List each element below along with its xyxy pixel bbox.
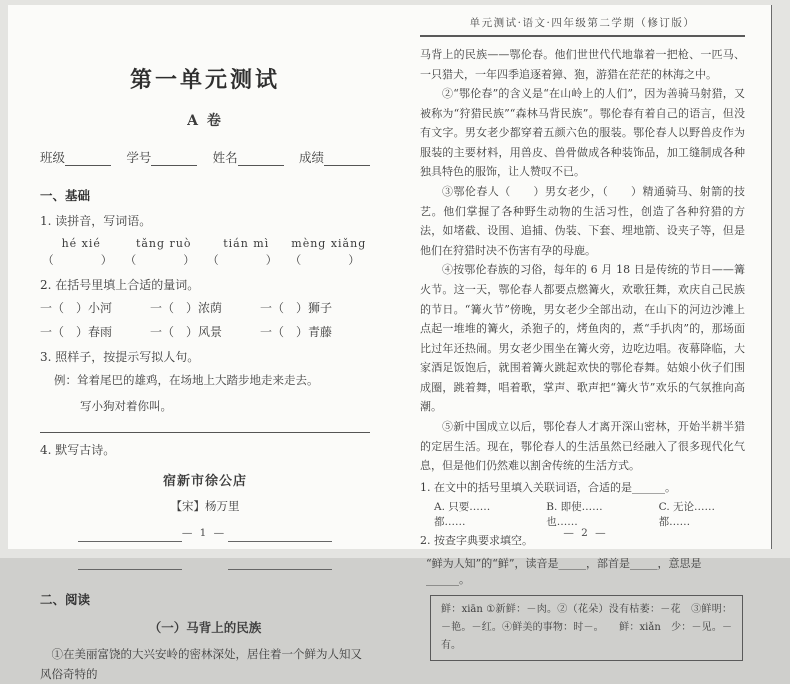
section-reading-heading: 二、阅读 — [40, 593, 91, 608]
option-a: A. 只要……都…… — [434, 501, 491, 529]
quantifier-item: 一（ ）青藤 — [260, 325, 333, 339]
score-label: 成绩 — [298, 150, 324, 165]
question-3-prompt: 写小狗对着你叫。 — [80, 398, 172, 413]
poem-title: 宿新市徐公店 — [162, 474, 247, 490]
question-4-label: 4. 默写古诗。 — [40, 443, 116, 458]
reading-question-2-line: “鲜为人知”的“鲜”，读音是_____，部首是_____，意思是______。 — [426, 557, 702, 587]
poem-blank-line — [78, 556, 182, 570]
passage-first-line: ①在美丽富饶的大兴安岭的密林深处，居住着一个鲜为人知又风俗奇特的 — [40, 647, 362, 681]
passage-title: （一）马背上的民族 — [148, 620, 262, 636]
pinyin-row — [40, 237, 370, 250]
quantifier-item: 一（ ）小河 — [40, 301, 113, 315]
page-number-right: — 2 — — [563, 527, 608, 539]
answer-bracket: （ ） — [207, 253, 286, 267]
dictionary-note-box: 鲜：xiān ①新鲜：－肉。②（花朵）没有枯萎：－花 ③鲜明：－艳。－红。④鲜美的事物：时－。 鲜：xiǎn 少：－见。－有。 — [430, 595, 743, 661]
option-b: B. 即使……也…… — [546, 501, 603, 529]
class-label: 班级 — [40, 150, 66, 165]
question-1-label: 1. 读拼音，写词语。 — [40, 214, 152, 228]
student-info-row — [40, 148, 370, 166]
passage-paragraph: ④按鄂伦春族的习俗，每年的 6 月 18 日是传统的节日——篝火节。这一天，鄂伦春人都要点燃篝火，欢歌狂舞，欢庆自己民族的节日。“篝火节”傍晚，男女老少全部出动，在山下的河边沙滩上点起一堆堆的篝火，杀狍子的，烤鱼肉的，煮“手扒肉”的，那场面比过年还热闹。男女老少围坐在篝火旁，边吃边唱。夜幕降临，大家酒足饭饱后，就围着篝火跳起欢快的鄂伦春舞。姑娘小伙子们围成圈，跳着舞，唱着歌，掌声、歌声把“篝火节”欢乐的气氛推向高潮。 — [420, 263, 745, 414]
poem-blank-row — [40, 556, 370, 570]
passage-paragraph: ②“鄂伦春”的含义是“在山岭上的人们”，因为善骑马射猎，又被称为“狩猎民族”“森林马背民族”。鄂伦春有着自己的语言，但没有文字。男女老少都穿着五颜六色的服装。鄂伦春人以野兽皮作为服装的主要材料，用兽皮、兽骨做成各种装饰品，加工缝制成各种独具特色的服饰，让人赞叹不已。 — [420, 87, 745, 179]
class-blank — [65, 153, 111, 166]
name-label: 姓名 — [212, 150, 238, 165]
name-blank — [238, 153, 284, 166]
question-3-example: 例：耸着尾巴的雄鸡，在场地上大踏步地走来走去。 — [54, 373, 319, 387]
reading-question-1-options — [434, 499, 745, 529]
question-2-label: 2. 在括号里填上合适的量词。 — [40, 278, 200, 292]
passage-paragraph: ⑤新中国成立以后，鄂伦春人才离开深山密林，开始半耕半猎的定居生活。现在，鄂伦春人的生活虽然已经融入了很多现代化气息，但是他们仍然难以割舍传统的生活方式。 — [420, 419, 745, 473]
pinyin-item: tián mì — [223, 237, 270, 250]
exam-volume-label: A 卷 — [187, 113, 223, 129]
left-page — [8, 5, 400, 681]
pinyin-item: tǎng ruò — [135, 237, 192, 250]
student-id-blank — [151, 153, 197, 166]
quantifier-grid — [40, 299, 370, 340]
student-id-label: 学号 — [126, 150, 152, 165]
reading-passage — [420, 45, 745, 476]
score-blank — [324, 153, 370, 166]
section-basics-heading: 一、基础 — [40, 189, 91, 203]
right-page — [400, 5, 772, 652]
score-field — [299, 148, 370, 166]
poem-author: 【宋】杨万里 — [170, 499, 240, 514]
name-field — [213, 148, 284, 166]
poem-blank-line — [228, 556, 332, 570]
answer-bracket: （ ） — [124, 253, 203, 267]
quantifier-item: 一（ ）狮子 — [260, 301, 333, 315]
class-field — [40, 148, 111, 166]
answer-write-line — [40, 432, 370, 433]
answer-bracket-row — [40, 252, 370, 268]
answer-bracket: （ ） — [289, 253, 368, 267]
quantifier-item: 一（ ）春雨 — [40, 325, 113, 339]
running-header: 单元测试·语文·四年级第二学期（修订版） — [420, 15, 745, 37]
question-3-label: 3. 照样子，按提示写拟人句。 — [40, 350, 200, 364]
quantifier-item: 一（ ）风景 — [150, 325, 223, 339]
exam-title: 第一单元测试 — [129, 67, 280, 92]
quantifier-item: 一（ ）浓荫 — [150, 301, 223, 315]
reading-question-1-label: 1. 在文中的括号里填入关联词语，合适的是______。 — [420, 480, 676, 494]
pinyin-item: hé xié — [61, 237, 101, 250]
pinyin-item: mèng xiǎng — [291, 237, 367, 250]
student-id-field — [126, 148, 197, 166]
passage-paragraph: ③鄂伦春人（ ）男女老少，（ ）精通骑马、射箭的技艺。他们掌握了各种野生动物的生活习性，创造了各种狩猎的方法，如堵截、设围、追捕、伪装、下套、埋地箭、设夹子等，但是他们在狩猎时决不伤害有孕的母鹿。 — [420, 185, 745, 257]
passage-paragraph: 马背上的民族——鄂伦春。他们世世代代地靠着一把枪、一匹马、一只猎犬，一年四季追逐着獐、狍，游猎在茫茫的林海之中。 — [420, 48, 745, 81]
page-number-left: — 1 — — [181, 527, 227, 539]
option-c: C. 无论……都…… — [658, 501, 716, 529]
reading-question-2-label: 2. 按查字典要求填空。 — [420, 534, 533, 548]
answer-bracket: （ ） — [42, 253, 121, 267]
